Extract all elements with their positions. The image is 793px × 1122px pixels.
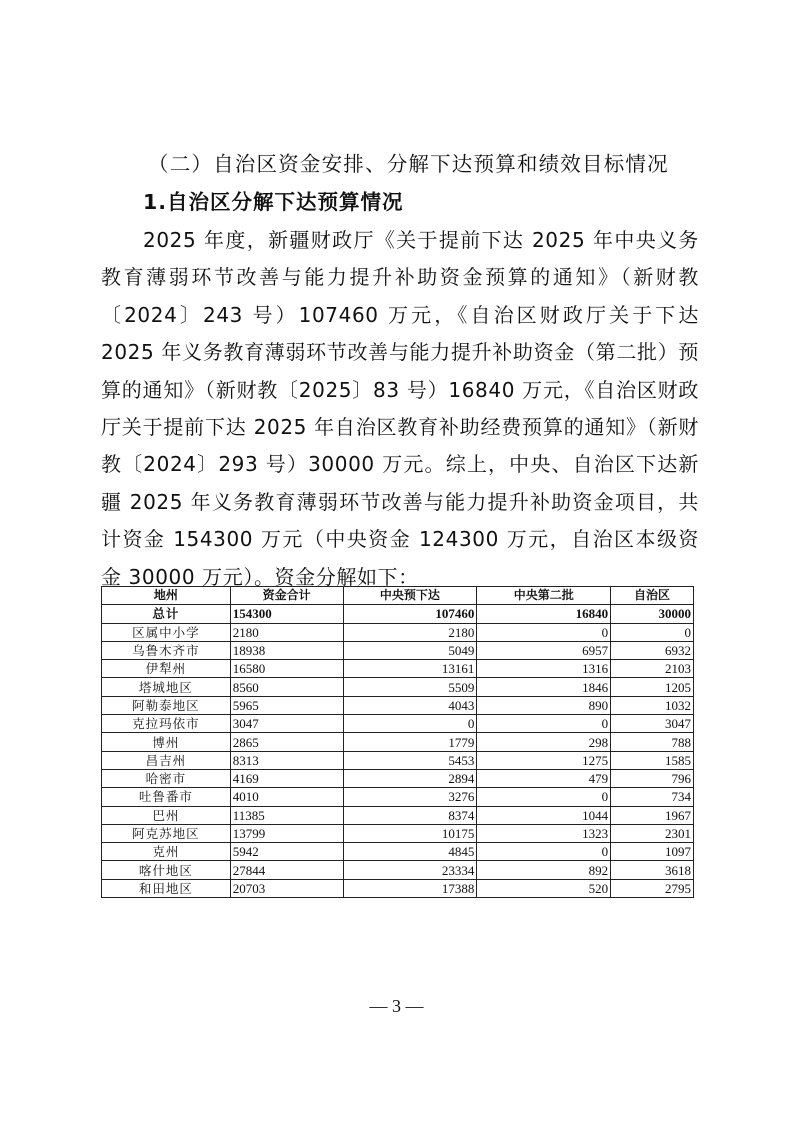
section-heading: （二）自治区资金安排、分解下达预算和绩效目标情况 [148,152,669,176]
table-row [102,623,694,641]
row-central-second: 1846 [477,678,611,696]
table-row [102,733,694,751]
prefecture-name: 阿勒泰地区 [102,696,231,714]
fund-allocation-table [101,586,694,898]
row-region: 2301 [611,824,694,842]
row-central-advance: 4043 [343,696,477,714]
row-sum: 13799 [230,824,343,842]
prefecture-name: 吐鲁番市 [102,788,231,806]
row-central-advance: 5509 [343,678,477,696]
row-region: 1585 [611,751,694,769]
row-central-advance: 17388 [343,879,477,897]
prefecture-name: 阿克苏地区 [102,824,231,842]
row-central-second: 0 [477,623,611,641]
page-number: — 3 — [369,996,424,1016]
row-central-advance: 13161 [343,660,477,678]
table-row [102,641,694,659]
header-central-second: 中央第二批 [477,587,611,605]
row-central-second: 890 [477,696,611,714]
row-sum: 16580 [230,660,343,678]
body-paragraph: 2025 年度，新疆财政厅《关于提前下达 2025 年中央义务教育薄弱环节改善与能力提升补助资金预算的通知》（新财教〔2024〕243 号）107460 万元，《自治区财政厅关于下达 2025 年义务教育薄弱环节改善与能力提升补助资金（第二批）预算的通知》（新财教〔2025〕83 号）16840 万元，《自治区财政厅关于提前下达 2025 年自治区教育补助经费预算的通知》（新财教〔2024〕293 号）30000 万元。综上，中央、自治区下达新疆 2025 年义务教育薄弱环节改善与能力提升补助资金项目，共计资金 154300 万元（中央资金 124300 万元，自治区本级资金 30000 万元）。资金分解如下： [101,228,699,589]
table-row [102,843,694,861]
row-central-advance: 8374 [343,806,477,824]
row-central-advance: 1779 [343,733,477,751]
total-label: 总计 [102,605,231,623]
table-row [102,806,694,824]
row-region: 1205 [611,678,694,696]
table-row [102,879,694,897]
row-region: 6932 [611,641,694,659]
row-sum: 4010 [230,788,343,806]
table-row [102,861,694,879]
header-region: 自治区 [611,587,694,605]
table-row [102,678,694,696]
header-prefecture: 地州 [102,587,231,605]
row-region: 796 [611,769,694,787]
row-central-second: 6957 [477,641,611,659]
table-row [102,751,694,769]
row-central-second: 298 [477,733,611,751]
row-central-second: 0 [477,715,611,733]
prefecture-name: 乌鲁木齐市 [102,641,231,659]
total-central-advance: 107460 [343,605,477,623]
prefecture-name: 哈密市 [102,769,231,787]
row-central-advance: 0 [343,715,477,733]
row-central-second: 892 [477,861,611,879]
table-total-row [102,605,694,623]
row-sum: 3047 [230,715,343,733]
header-total-funds: 资金合计 [230,587,343,605]
prefecture-name: 伊犁州 [102,660,231,678]
row-central-advance: 5453 [343,751,477,769]
row-sum: 4169 [230,769,343,787]
prefecture-name: 和田地区 [102,879,231,897]
row-region: 0 [611,623,694,641]
row-region: 1032 [611,696,694,714]
row-central-second: 1316 [477,660,611,678]
row-sum: 20703 [230,879,343,897]
row-central-advance: 3276 [343,788,477,806]
row-central-advance: 2894 [343,769,477,787]
sub-heading: 1.自治区分解下达预算情况 [143,190,404,214]
table-row [102,769,694,787]
table-row [102,696,694,714]
row-central-advance: 5049 [343,641,477,659]
row-central-advance: 23334 [343,861,477,879]
row-central-second: 0 [477,843,611,861]
row-sum: 5942 [230,843,343,861]
row-central-second: 1323 [477,824,611,842]
prefecture-name: 塔城地区 [102,678,231,696]
table-header-row [102,587,694,605]
row-central-second: 479 [477,769,611,787]
prefecture-name: 昌吉州 [102,751,231,769]
row-sum: 27844 [230,861,343,879]
row-region: 788 [611,733,694,751]
prefecture-name: 喀什地区 [102,861,231,879]
row-region: 734 [611,788,694,806]
row-sum: 5965 [230,696,343,714]
row-central-advance: 10175 [343,824,477,842]
row-sum: 8313 [230,751,343,769]
row-sum: 18938 [230,641,343,659]
row-region: 2103 [611,660,694,678]
table-row [102,788,694,806]
prefecture-name: 区属中小学 [102,623,231,641]
row-central-second: 520 [477,879,611,897]
row-central-advance: 2180 [343,623,477,641]
row-region: 3618 [611,861,694,879]
row-central-second: 1275 [477,751,611,769]
prefecture-name: 博州 [102,733,231,751]
total-central-second: 16840 [477,605,611,623]
row-central-second: 1044 [477,806,611,824]
row-sum: 2865 [230,733,343,751]
row-region: 1097 [611,843,694,861]
row-region: 2795 [611,879,694,897]
header-central-advance: 中央预下达 [343,587,477,605]
table-row [102,715,694,733]
total-region: 30000 [611,605,694,623]
row-sum: 8560 [230,678,343,696]
prefecture-name: 克拉玛依市 [102,715,231,733]
row-region: 1967 [611,806,694,824]
row-region: 3047 [611,715,694,733]
row-central-second: 0 [477,788,611,806]
total-sum: 154300 [230,605,343,623]
row-sum: 11385 [230,806,343,824]
table-row [102,660,694,678]
prefecture-name: 克州 [102,843,231,861]
row-sum: 2180 [230,623,343,641]
table-row [102,824,694,842]
row-central-advance: 4845 [343,843,477,861]
prefecture-name: 巴州 [102,806,231,824]
